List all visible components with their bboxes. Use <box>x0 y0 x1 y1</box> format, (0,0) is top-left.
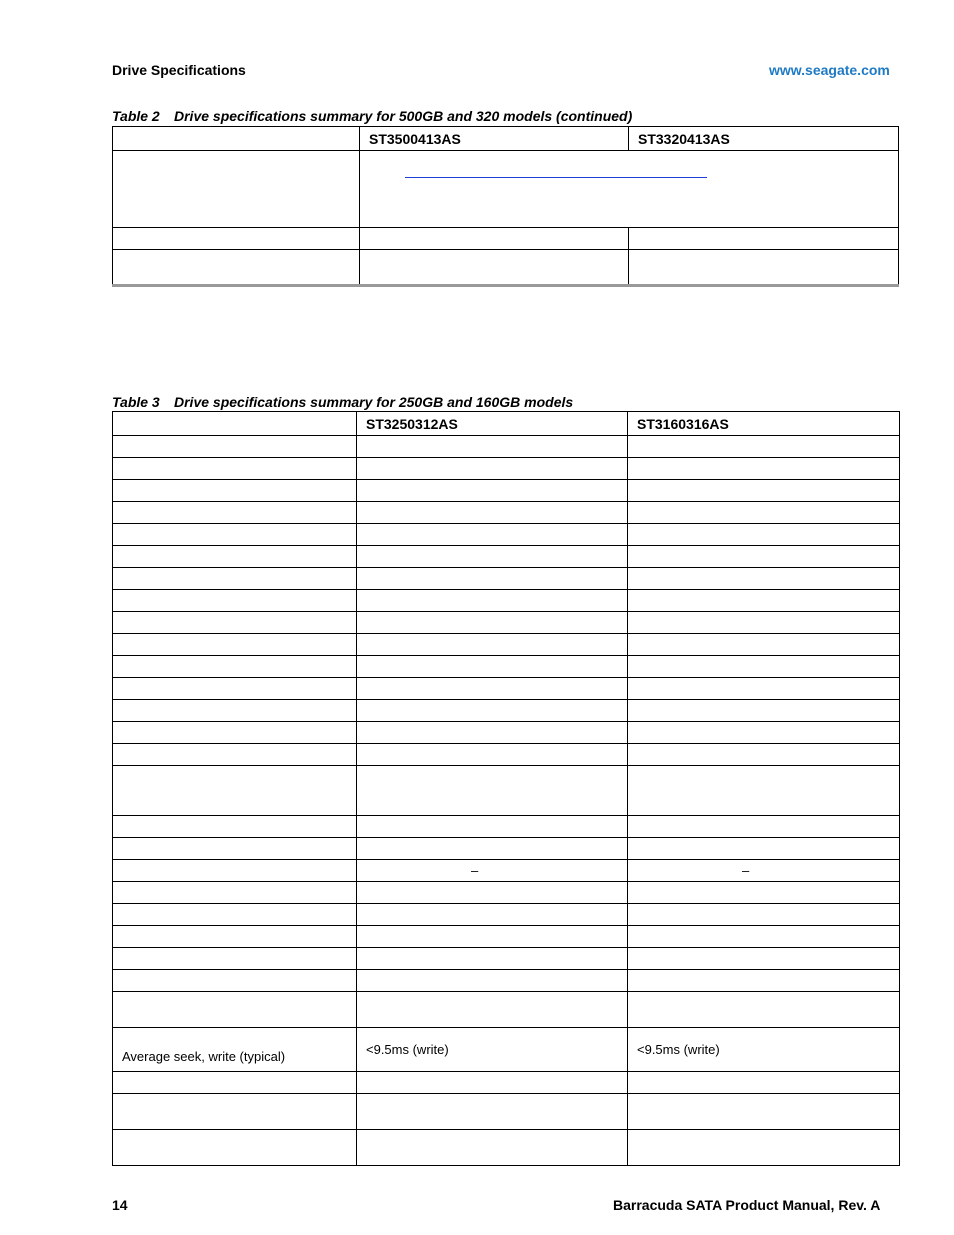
website-link-container <box>769 62 890 78</box>
table-cell <box>628 590 900 612</box>
table-cell <box>628 458 900 480</box>
table-row <box>113 502 900 524</box>
table-cell <box>628 1130 900 1166</box>
table-cell <box>357 766 628 816</box>
table-row <box>113 1072 900 1094</box>
table-row <box>113 412 900 436</box>
table-cell <box>360 250 629 286</box>
table-cell <box>357 524 628 546</box>
table-cell <box>113 480 357 502</box>
table-cell <box>357 744 628 766</box>
table-row <box>113 948 900 970</box>
table-cell <box>113 1072 357 1094</box>
table-cell <box>113 766 357 816</box>
table-cell <box>357 722 628 744</box>
table-row <box>113 568 900 590</box>
table-row <box>113 590 900 612</box>
table-cell <box>113 700 357 722</box>
table-cell <box>360 228 629 250</box>
table-cell <box>357 882 628 904</box>
table-cell <box>357 678 628 700</box>
table-row <box>113 678 900 700</box>
seek-label: Average seek, write (typical) <box>113 1028 357 1072</box>
table-row <box>113 970 900 992</box>
table3 <box>112 411 900 1166</box>
table-cell <box>113 816 357 838</box>
table-row <box>113 127 899 151</box>
table-cell <box>628 904 900 926</box>
table-row <box>113 151 899 228</box>
table-cell <box>357 612 628 634</box>
table-cell <box>357 860 628 882</box>
table-cell <box>113 744 357 766</box>
table-row <box>113 816 900 838</box>
seek-value-1: <9.5ms (write) <box>357 1028 628 1072</box>
table-cell <box>357 926 628 948</box>
table-cell <box>360 151 899 228</box>
table-cell <box>628 838 900 860</box>
table-cell <box>113 228 360 250</box>
table-cell <box>357 590 628 612</box>
table-row <box>113 656 900 678</box>
section-title: Drive Specifications <box>112 62 246 78</box>
website-link[interactable]: www.seagate.com <box>769 62 890 78</box>
table-row <box>113 228 899 250</box>
table-cell <box>357 1130 628 1166</box>
table2-header-model-2: ST3320413AS <box>629 127 899 151</box>
table-cell <box>357 458 628 480</box>
table-cell <box>628 568 900 590</box>
table-cell <box>628 1094 900 1130</box>
table-cell <box>113 722 357 744</box>
table-cell <box>113 458 357 480</box>
table-row <box>113 1028 900 1072</box>
table-cell <box>113 546 357 568</box>
table-row <box>113 634 900 656</box>
table-cell <box>628 882 900 904</box>
table-cell <box>113 926 357 948</box>
table-cell <box>628 634 900 656</box>
table-cell <box>628 766 900 816</box>
table-cell <box>357 568 628 590</box>
table3-header-model-2: ST3160316AS <box>628 412 900 436</box>
table-row <box>113 1130 900 1166</box>
link-underline[interactable] <box>405 177 707 178</box>
table-cell <box>628 480 900 502</box>
table-row <box>113 700 900 722</box>
manual-title: Barracuda SATA Product Manual, Rev. A <box>613 1197 881 1213</box>
table-cell <box>628 860 900 882</box>
table2-caption-text: Drive specifications summary for 500GB and 320 models (continued) <box>174 108 633 124</box>
table-cell <box>628 656 900 678</box>
table3-caption-number: Table 3 <box>112 394 160 410</box>
table-cell <box>628 700 900 722</box>
table-cell <box>113 590 357 612</box>
table-cell <box>357 816 628 838</box>
table-cell <box>113 678 357 700</box>
table-row <box>113 860 900 882</box>
table-row <box>113 744 900 766</box>
table-cell <box>113 612 357 634</box>
table-cell <box>113 838 357 860</box>
table-row <box>113 904 900 926</box>
table-row <box>113 1094 900 1130</box>
table-cell <box>357 634 628 656</box>
dash-mark-2: – <box>742 863 750 878</box>
table-cell <box>628 612 900 634</box>
table-row <box>113 250 899 286</box>
table-cell <box>113 970 357 992</box>
table-cell <box>113 436 357 458</box>
table-cell <box>357 1094 628 1130</box>
table2-caption <box>112 108 632 124</box>
table-cell <box>628 744 900 766</box>
table-row <box>113 722 900 744</box>
table-cell <box>113 127 360 151</box>
table-cell <box>113 948 357 970</box>
seek-value-2: <9.5ms (write) <box>628 1028 900 1072</box>
table-cell <box>113 860 357 882</box>
table-cell <box>357 656 628 678</box>
table-cell <box>357 700 628 722</box>
table-row <box>113 838 900 860</box>
table-cell <box>628 970 900 992</box>
table-cell <box>113 656 357 678</box>
table-cell <box>357 970 628 992</box>
table-cell <box>113 992 357 1028</box>
table-cell <box>113 151 360 228</box>
table-cell <box>357 992 628 1028</box>
table-row <box>113 882 900 904</box>
table-cell <box>628 502 900 524</box>
table3-caption <box>112 394 573 410</box>
table-cell <box>113 250 360 286</box>
table2-caption-number: Table 2 <box>112 108 160 124</box>
table-cell <box>113 1094 357 1130</box>
table-cell <box>113 1130 357 1166</box>
table2 <box>112 126 899 287</box>
table-cell <box>113 568 357 590</box>
table-cell <box>357 1072 628 1094</box>
table-cell <box>357 838 628 860</box>
table-cell <box>113 412 357 436</box>
table-cell <box>113 882 357 904</box>
table-cell <box>628 678 900 700</box>
table-cell <box>357 948 628 970</box>
table-row <box>113 436 900 458</box>
table-row <box>113 992 900 1028</box>
table-row <box>113 612 900 634</box>
dash-mark-1: – <box>471 863 479 878</box>
table-cell <box>628 992 900 1028</box>
table-cell <box>628 1072 900 1094</box>
table-cell <box>628 926 900 948</box>
table-cell <box>357 480 628 502</box>
table2-header-model-1: ST3500413AS <box>360 127 629 151</box>
table-row <box>113 926 900 948</box>
table-cell <box>628 722 900 744</box>
table-cell <box>628 546 900 568</box>
table-row <box>113 546 900 568</box>
table-cell <box>628 816 900 838</box>
page-number: 14 <box>112 1197 128 1213</box>
table-cell <box>113 524 357 546</box>
table-row <box>113 458 900 480</box>
table-cell <box>357 436 628 458</box>
table-cell <box>628 948 900 970</box>
table-cell <box>113 502 357 524</box>
table-cell <box>357 502 628 524</box>
table-cell <box>357 546 628 568</box>
table-row <box>113 524 900 546</box>
table-cell <box>113 904 357 926</box>
table3-header-model-1: ST3250312AS <box>357 412 628 436</box>
table-cell <box>628 436 900 458</box>
table-cell <box>629 250 899 286</box>
table-cell <box>629 228 899 250</box>
table-row <box>113 766 900 816</box>
table-row <box>113 480 900 502</box>
table3-caption-text: Drive specifications summary for 250GB and 160GB models <box>174 394 574 410</box>
table-cell <box>628 524 900 546</box>
table-cell <box>357 904 628 926</box>
table-cell <box>113 634 357 656</box>
